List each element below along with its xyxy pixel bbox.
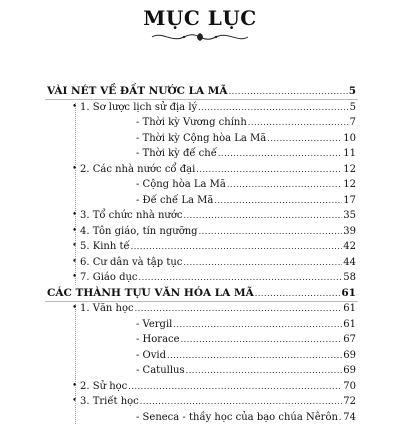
toc-page-number: 11	[343, 148, 356, 159]
dot-leader	[139, 271, 343, 284]
toc-page-number: 69	[343, 365, 356, 376]
dot-leader	[255, 287, 341, 300]
toc-page-number: 17	[343, 194, 356, 206]
dot-leader	[227, 178, 342, 191]
dot-leader	[229, 85, 348, 98]
bullet-icon: •	[72, 303, 78, 313]
toc-label: - Thời kỳ Vương chính	[136, 117, 247, 128]
dot-leader	[248, 116, 349, 129]
dot-leader	[173, 318, 342, 331]
bullet-icon: •	[72, 163, 78, 174]
toc-page-number: 42	[343, 241, 356, 252]
toc-label: 1. Sơ lược lịch sử địa lý	[80, 101, 198, 113]
toc-section[interactable]	[47, 287, 356, 300]
toc-label: 5. Kinh tế	[80, 241, 130, 252]
toc-page-number: 74	[343, 411, 356, 423]
bullet-icon: •	[72, 225, 78, 236]
dot-leader	[128, 380, 342, 393]
bullet-icon: •	[72, 256, 78, 267]
bullet-icon: •	[72, 101, 78, 112]
bullet-icon: •	[72, 396, 78, 406]
toc-page-number: 70	[343, 380, 356, 392]
toc-label: 1. Văn học	[80, 303, 134, 314]
toc-subitem[interactable]	[136, 318, 356, 331]
toc-label: 2. Sử học	[80, 380, 128, 392]
toc-label: 3. Triết học	[80, 396, 139, 407]
toc-section[interactable]	[47, 85, 356, 98]
toc-page-number: 69	[343, 349, 356, 361]
dot-leader	[214, 194, 342, 207]
toc-subitem[interactable]	[136, 333, 356, 346]
toc-item[interactable]	[80, 380, 356, 393]
toc-label: 3. Tổ chức nhà nước	[80, 210, 183, 221]
toc-item[interactable]	[80, 209, 356, 222]
toc-page-number: 5	[349, 101, 356, 113]
toc-label: 6. Cư dân và tập tục	[80, 256, 183, 268]
toc-page-number: 39	[343, 225, 356, 237]
toc-page-number: 35	[343, 210, 356, 221]
toc-subitem[interactable]	[136, 194, 356, 207]
toc-label: - Seneca - thầy học của bạo chúa Nêrôn	[136, 411, 338, 423]
dot-leader	[196, 163, 342, 176]
toc-page-number: 12	[343, 163, 356, 175]
toc-item[interactable]	[80, 101, 356, 114]
toc-item[interactable]	[80, 256, 356, 269]
toc-subitem[interactable]	[136, 411, 356, 424]
dot-leader	[186, 364, 343, 377]
dot-leader	[183, 209, 342, 222]
toc-label: - Đế chế La Mã	[136, 194, 214, 206]
toc-subitem[interactable]	[136, 116, 356, 129]
toc-item[interactable]	[80, 271, 356, 284]
dot-leader	[183, 256, 342, 269]
toc-page-number: 67	[343, 334, 356, 345]
dot-leader	[131, 240, 343, 253]
toc-subitem[interactable]	[136, 132, 356, 145]
toc-page-number: 10	[343, 132, 356, 144]
toc-label: - Horace	[136, 334, 180, 345]
scroll-flourish-icon	[150, 30, 250, 44]
dot-leader	[267, 132, 342, 145]
toc-label: - Vergil	[136, 318, 173, 330]
toc-label: - Thời kỳ Cộng hòa La Mã	[136, 132, 267, 144]
toc-page-number: 5	[348, 85, 356, 97]
toc-item[interactable]	[80, 302, 356, 315]
dot-leader	[198, 101, 348, 114]
toc-label: - Cộng hòa La Mã	[136, 179, 226, 190]
toc-page-number: 61	[341, 286, 356, 299]
toc-subitem[interactable]	[136, 349, 356, 362]
toc-page-number: 7	[349, 117, 356, 128]
toc-subitem[interactable]	[136, 364, 356, 377]
toc-label: 4. Tôn giáo, tín ngưỡng	[80, 225, 198, 237]
dot-leader	[218, 147, 342, 160]
toc-subitem[interactable]	[136, 178, 356, 191]
toc-page-number: 61	[343, 303, 356, 314]
toc-label: - Thời kỳ đế chế	[136, 148, 217, 159]
toc-label: 2. Các nhà nước cổ đại	[80, 163, 196, 175]
page-title: MỤC LỤC	[143, 6, 257, 30]
toc-label: CÁC THÀNH TỰU VĂN HÓA LA MÃ	[47, 286, 254, 299]
toc-page-number: 12	[343, 179, 356, 190]
toc-page-number: 61	[343, 318, 356, 330]
toc-item[interactable]	[80, 240, 356, 253]
toc-label: - Ovid	[136, 349, 167, 361]
bullet-icon: •	[72, 380, 78, 391]
dot-leader	[339, 411, 342, 424]
bullet-icon: •	[72, 210, 78, 220]
dot-leader	[135, 302, 343, 315]
toc-item[interactable]	[80, 225, 356, 238]
indent-guide	[75, 103, 76, 285]
indent-guide	[75, 304, 76, 424]
toc-subitem[interactable]	[136, 147, 356, 160]
dot-leader	[199, 225, 343, 238]
bullet-icon: •	[72, 241, 78, 251]
dot-leader	[181, 333, 343, 346]
toc-page-number: 72	[343, 396, 356, 407]
dot-leader	[140, 395, 342, 408]
bullet-icon: •	[72, 272, 78, 282]
toc-label: 7. Giáo dục	[80, 272, 138, 283]
toc-label: VÀI NÉT VỀ ĐẤT NƯỚC LA MÃ	[47, 85, 228, 97]
toc-page-number: 58	[343, 272, 356, 283]
dot-leader	[167, 349, 342, 362]
toc-label: - Catullus	[136, 365, 185, 376]
toc-item[interactable]	[80, 395, 356, 408]
toc-page-number: 44	[343, 256, 356, 268]
toc-item[interactable]	[80, 163, 356, 176]
